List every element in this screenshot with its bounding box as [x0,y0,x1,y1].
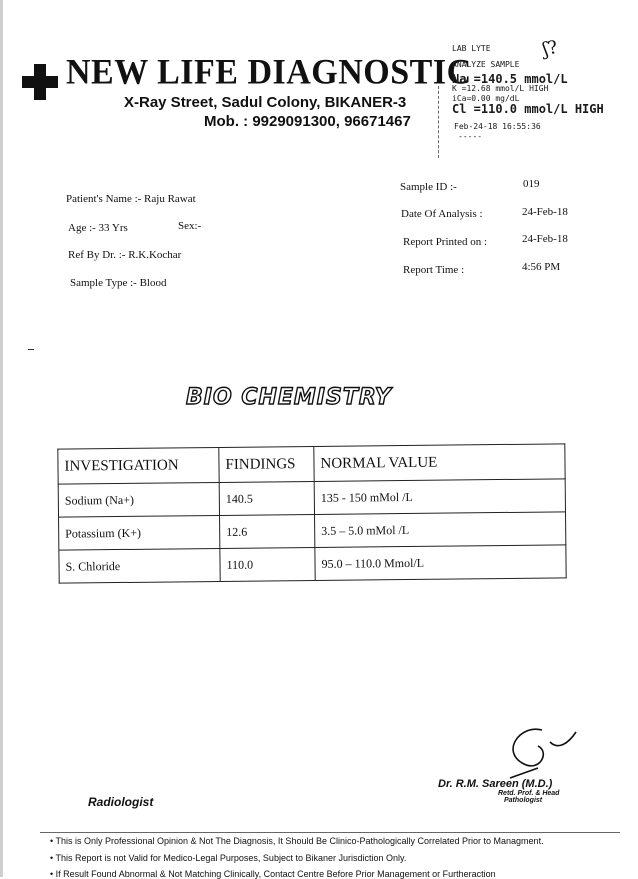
footer-note: • If Result Found Abnormal & Not Matching Clinically, Contact Centre Before Prior Management or Furtheraction [50,869,496,879]
table-row [59,512,566,550]
report-time-label: Report Time : [403,264,465,276]
doctor-role: Pathologist [504,797,543,804]
address: X-Ray Street, Sadul Colony, BIKANER-3 [124,94,407,111]
investigation-cell: Potassium (K+) [59,515,220,550]
investigation-cell: S. Chloride [59,548,220,583]
page-edge [0,0,3,877]
footer-note: • This is Only Professional Opinion & Not The Diagnosis, It Should Be Clinico-Pathologically Correlated Prior to Managment. [50,836,544,846]
report-time-value: 4:56 PM [522,261,561,273]
header-normal-value: NORMAL VALUE [314,444,565,482]
normal-value-cell: 135 - 150 mMol /L [314,479,565,515]
normal-value-cell: 3.5 – 5.0 mMol /L [315,512,566,548]
analyzer-slip [440,44,610,160]
patient-name: Patient's Name :- Raju Rawat [66,193,196,205]
patient-sex: Sex:- [178,220,202,232]
patient-age: Age :- 33 Yrs [68,222,128,234]
brand-name: NEW LIFE DIAGNOSTIC [66,53,472,92]
doctor-title: Retd. Prof. & Head [498,790,560,797]
mobile-numbers: Mob. : 9929091300, 96671467 [204,113,411,130]
signature-scribble [480,722,580,782]
table-header-row [58,444,565,484]
doctor-signature-block [438,778,559,804]
header-findings: FINDINGS [219,446,314,482]
footer-note: • This Report is not Valid for Medico-Legal Purposes, Subject to Bikaner Jurisdiction Only. [50,853,407,863]
date-of-analysis-value: 24-Feb-18 [522,206,568,218]
doctor-name: Dr. R.M. Sareen (M.D.) [438,778,553,790]
header-investigation: INVESTIGATION [58,447,219,484]
slip-line: Feb-24-18 16:55:36 [454,122,541,131]
handwritten-mark: ʃ? [540,36,560,61]
margin-mark [28,349,34,350]
footer-note-text: If Result Found Abnormal & Not Matching Clinically, Contact Centre Before Prior Management or Furtheraction [55,869,496,879]
table-row [59,545,566,583]
slip-line: iCa=0.00 mg/dL [452,94,520,103]
finding-cell: 140.5 [219,481,314,515]
investigation-cell: Sodium (Na+) [58,482,219,517]
radiologist-label: Radiologist [88,795,154,809]
normal-value-cell: 95.0 – 110.0 Mmol/L [315,545,566,581]
slip-line: ANALYZE SAMPLE [452,60,520,69]
date-of-analysis-label: Date Of Analysis : [401,208,483,220]
report-printed-value: 24-Feb-18 [522,233,568,245]
referring-doctor: Ref By Dr. :- R.K.Kochar [68,249,182,261]
report-printed-label: Report Printed on : [403,236,488,248]
slip-line: Cl =110.0 mmol/L HIGH [452,102,604,116]
footer-divider [40,832,620,833]
slip-line: LAB LYTE [452,44,491,53]
footer-note-text: This is Only Professional Opinion & Not The Diagnosis, It Should Be Clinico-Pathologically Correlated Prior to Managment. [55,836,544,846]
sample-id-label: Sample ID :- [400,181,457,193]
results-table [57,443,566,583]
sample-id-value: 019 [523,178,540,190]
slip-line: K =12.68 mmol/L HIGH [452,84,549,93]
finding-cell: 12.6 [220,514,315,548]
plus-logo-icon [20,62,60,102]
section-title: BIO CHEMISTRY [186,385,392,410]
slip-line: Na =140.5 mmol/L [452,72,568,86]
slip-line: ----- [458,132,483,141]
finding-cell: 110.0 [220,547,315,581]
sample-type: Sample Type :- Blood [70,277,167,289]
footer-note-text: This Report is not Valid for Medico-Legal Purposes, Subject to Bikaner Jurisdiction Only. [55,853,407,863]
table-row [58,479,565,517]
